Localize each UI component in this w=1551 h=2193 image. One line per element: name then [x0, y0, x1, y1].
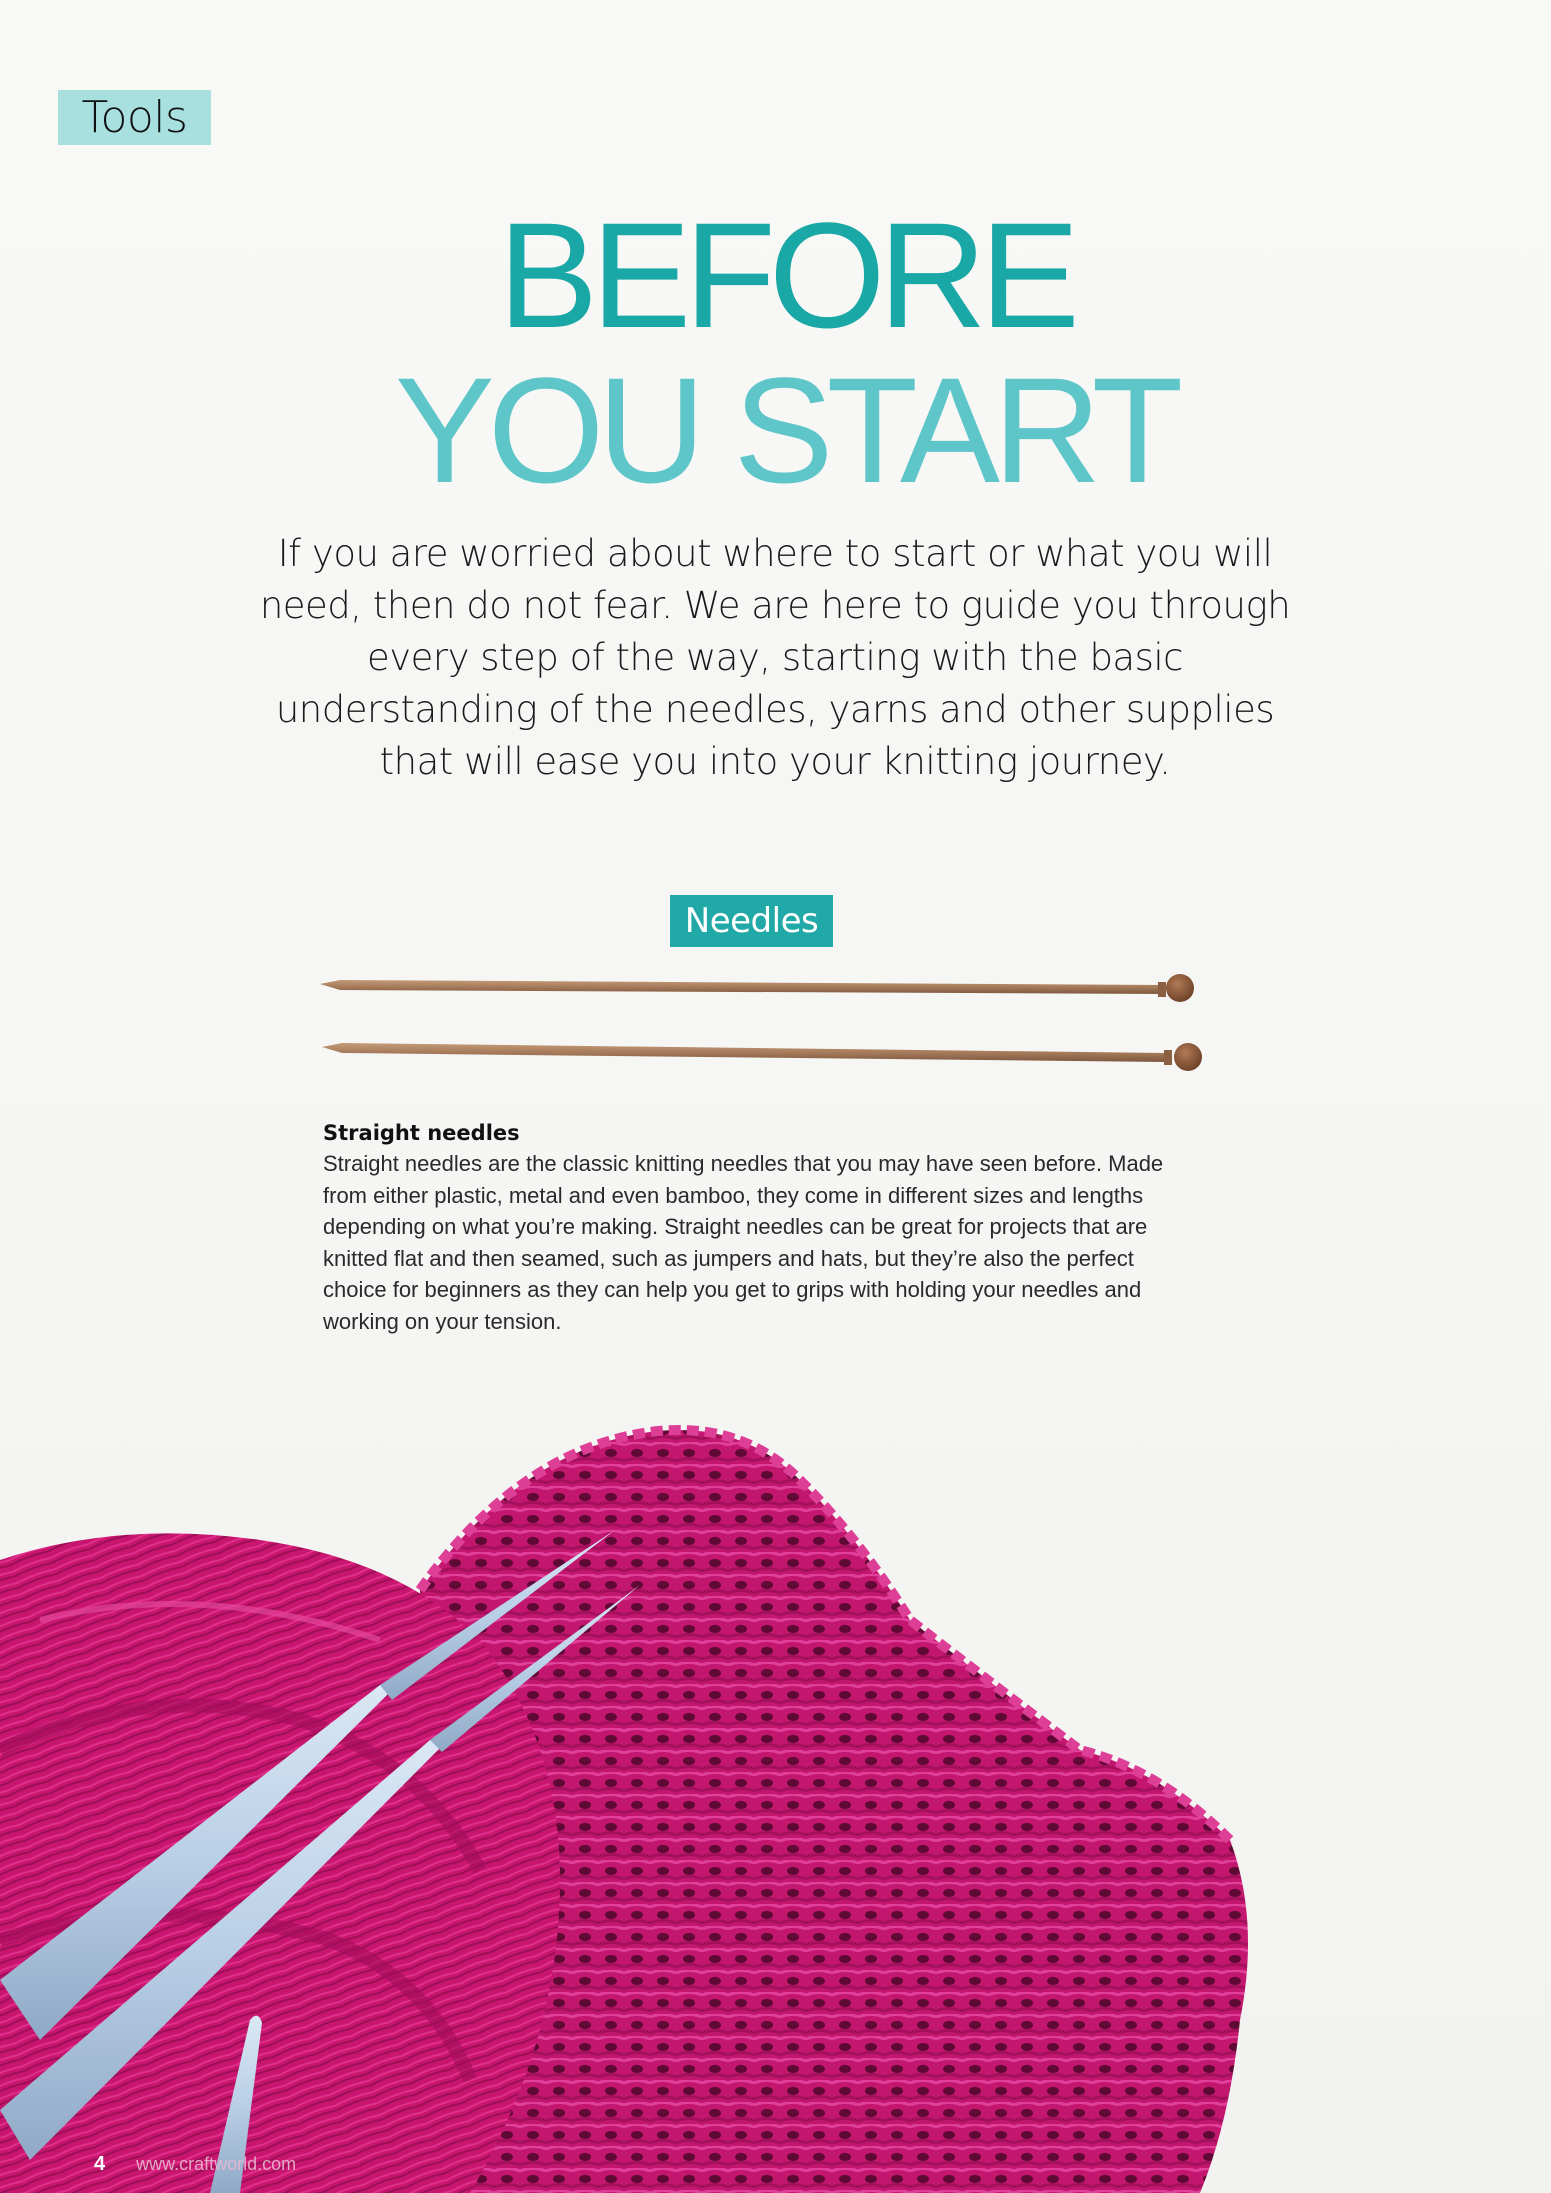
straight-needles-image [300, 955, 1220, 1095]
page-title-line-1: BEFORE [498, 191, 1073, 359]
article-body: Straight needles are the classic knitting needles that you may have seen before. Made from either plastic, metal and even bamboo, they come in different sizes and lengths depending on what you’re making. Straight needles can be great for projects that are knitted flat and then seamed, such as jumpers and hats, but they’re also the perfect choice for beginners as they can help you get to grips with holding your needles and working on your tension. [323, 1151, 1164, 1334]
page-number: 4 [94, 2153, 106, 2175]
page-title-line-2: YOU START [394, 346, 1177, 514]
needle-bottom [322, 1043, 1202, 1071]
needle-top [320, 974, 1194, 1002]
subsection-tag-needles: Needles [670, 895, 833, 947]
intro-paragraph: If you are worried about where to start or what you will need, then do not fear. We are here to guide you through every step of the way, starting with the basic understanding of the needles, yarns and other supplies that will ease you into your knitting journey. [259, 532, 1291, 783]
page-footer [94, 2153, 296, 2176]
article-straight-needles [323, 1118, 1223, 1337]
footer-url-link[interactable]: www.craftworld.com [136, 2154, 297, 2174]
article-heading: Straight needles [323, 1121, 520, 1145]
section-tag: Tools [58, 90, 211, 145]
yarn-and-knitting-photo [0, 1420, 1551, 2193]
